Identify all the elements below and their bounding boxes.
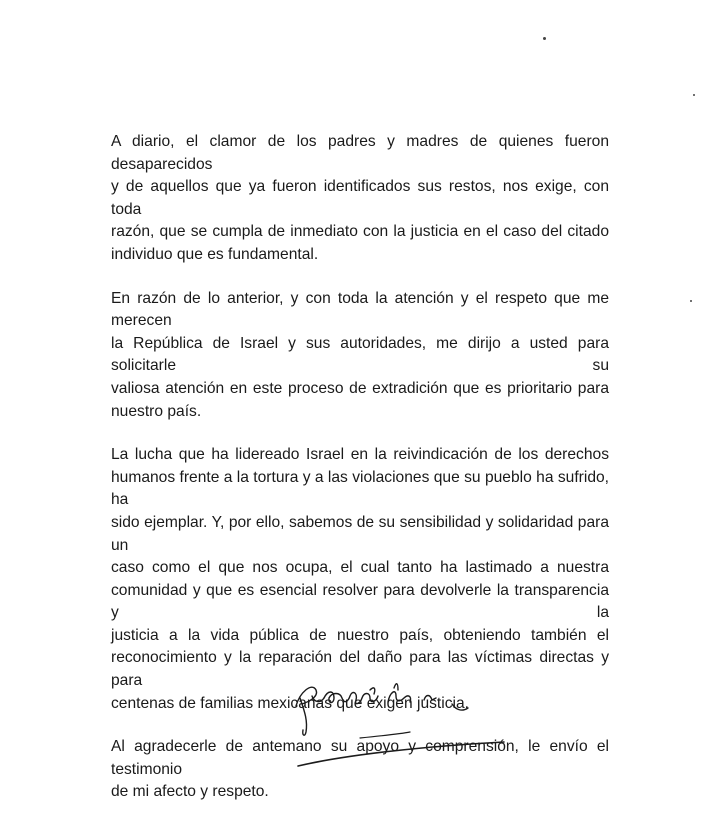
text-line: caso como el que nos ocupa, el cual tanto ha lastimado a nuestra [111,559,609,577]
text-line: y de aquellos que ya fueron identificados sus restos, nos exige, con toda [111,178,609,218]
handwritten-signature-icon [290,668,520,778]
text-line: valiosa atención en este proceso de extradición que es prioritario para [111,379,609,397]
scan-speck [690,300,692,302]
scan-speck [543,37,546,40]
paragraph-1 [111,131,609,267]
text-line: La lucha que ha lidereado Israel en la reivindicación de los derechos [111,446,609,464]
text-line: la República de Israel y sus autoridades, me dirijo a usted para solicitarle su [111,334,609,375]
text-line: comunidad y que es esencial resolver para devolverle la transparencia y la [111,581,609,622]
text-line: nuestro país. [111,402,202,420]
text-line: razón, que se cumpla de inmediato con la justicia en el caso del citado [111,223,609,241]
text-line: En razón de lo anterior, y con toda la atención y el respeto que me merecen [111,289,609,330]
text-line: de mi afecto y respeto. [111,783,269,801]
text-line: humanos frente a la tortura y a las violaciones que su pueblo ha sufrido, ha [111,468,609,509]
text-line: A diario, el clamor de los padres y madres de quienes fueron desaparecidos [111,133,609,173]
paragraph-2 [111,288,609,424]
text-line: Al agradecerle de antemano su apoyo y comprensión, le envío el testimonio [111,738,609,778]
text-line: reconocimiento y la reparación del daño para las víctimas directas y para [111,649,609,690]
text-line: centenas de familias mexicanas que exigen justicia. [111,694,469,712]
text-line: justicia a la vida pública de nuestro país, obteniendo también el [111,626,609,644]
text-line: individuo que es fundamental. [111,245,319,263]
scan-speck [693,94,695,96]
text-line: sido ejemplar. Y, por ello, sabemos de su sensibilidad y solidaridad para un [111,513,609,554]
